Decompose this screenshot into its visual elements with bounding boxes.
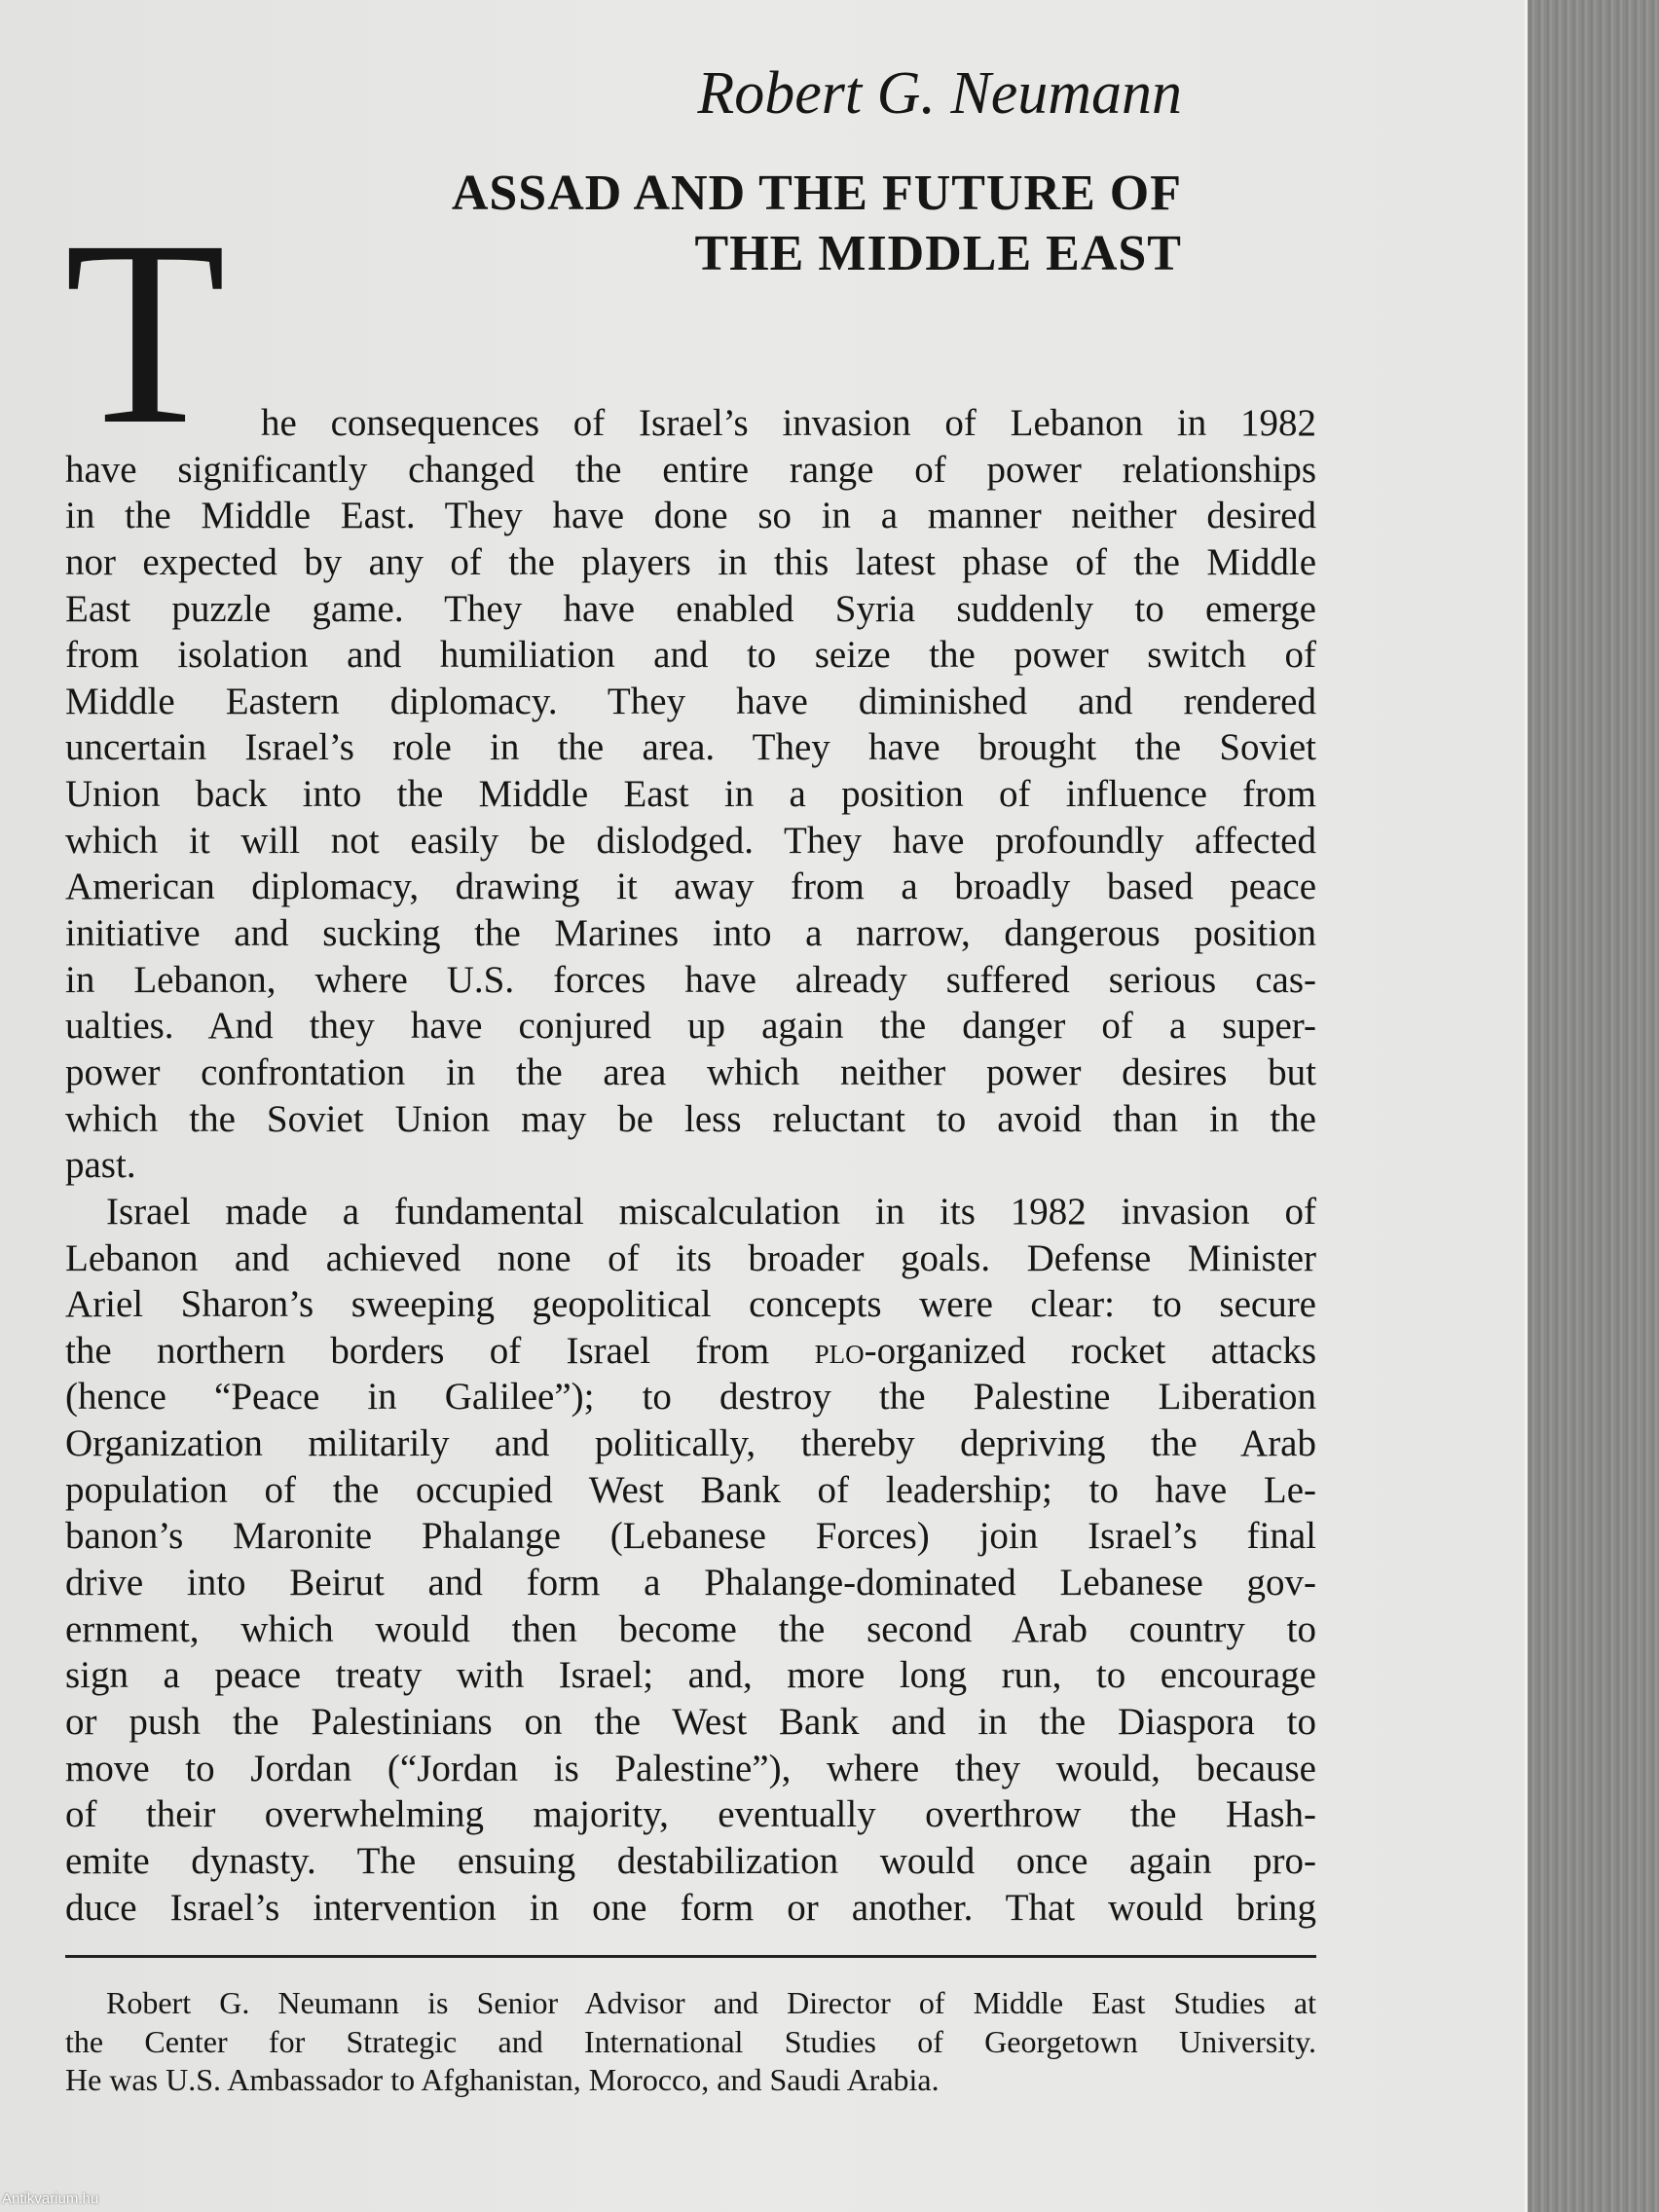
body-line: move to Jordan (“Jordan is Palestine”), where they would, because: [65, 1747, 1316, 1789]
watermark-logo: Antikvarium.hu: [2, 2191, 99, 2207]
body-text: the northern borders of Israel from: [65, 1329, 815, 1372]
body-line: he consequences of Israel’s invasion of Lebanon in 1982: [261, 402, 1316, 444]
body-line: of their overwhelming majority, eventually overthrow the Hash-: [65, 1793, 1316, 1836]
title-line: THE MIDDLE EAST: [694, 226, 1182, 281]
body-line: ernment, which would then become the second Arab country to: [65, 1607, 1316, 1650]
body-line: in Lebanon, where U.S. forces have already suffered serious cas-: [65, 958, 1316, 1001]
body-line: [65, 1328, 1316, 1375]
body-line: Israel made a fundamental miscalculation in its 1982 invasion of: [106, 1190, 1316, 1233]
body-line: American diplomacy, drawing it away from a broadly based peace: [65, 866, 1316, 908]
body-line: Union back into the Middle East in a position of influence from: [65, 773, 1316, 816]
body-line: in the Middle East. They have done so in a manner neither desired: [65, 495, 1316, 537]
body-text: -organized rocket attacks: [864, 1329, 1316, 1372]
body-line: which it will not easily be dislodged. They have profoundly affected: [65, 819, 1316, 862]
body-line: initiative and sucking the Marines into a narrow, dangerous position: [65, 912, 1316, 955]
footnote-divider: [65, 1955, 1316, 1958]
article-body: [65, 400, 1316, 1931]
body-line: nor expected by any of the players in this latest phase of the Middle: [65, 540, 1316, 583]
footnote-line: He was U.S. Ambassador to Afghanistan, Morocco, and Saudi Arabia.: [65, 2062, 940, 2097]
drop-cap: T: [64, 186, 227, 479]
author-name: Robert G. Neumann: [697, 60, 1182, 127]
body-line: or push the Palestinians on the West Bank and in the Diaspora to: [65, 1700, 1316, 1743]
article-title: [452, 164, 1182, 284]
body-line: banon’s Maronite Phalange (Lebanese Forces) join Israel’s final: [65, 1515, 1316, 1558]
body-line: Middle Eastern diplomacy. They have diminished and rendered: [65, 680, 1316, 722]
background-surface: [1525, 0, 1659, 2212]
body-line: (hence “Peace in Galilee”); to destroy the Palestine Liberation: [65, 1376, 1316, 1419]
footnote-line: the Center for Strategic and International Studies of Georgetown University.: [65, 2023, 1316, 2059]
body-line: East puzzle game. They have enabled Syria suddenly to emerge: [65, 587, 1316, 630]
body-line: past.: [65, 1144, 136, 1187]
body-line: drive into Beirut and form a Phalange-dominated Lebanese gov-: [65, 1562, 1316, 1604]
body-line: ualties. And they have conjured up again the danger of a super-: [65, 1005, 1316, 1048]
body-line: duce Israel’s intervention in one form or another. That would bring: [65, 1886, 1316, 1929]
acronym-plo: plo: [814, 1329, 865, 1372]
body-line: Lebanon and achieved none of its broader goals. Defense Minister: [65, 1236, 1316, 1279]
body-line: sign a peace treaty with Israel; and, more long run, to encourage: [65, 1654, 1316, 1697]
body-line: from isolation and humiliation and to seize the power switch of: [65, 634, 1316, 677]
body-line: Ariel Sharon’s sweeping geopolitical concepts were clear: to secure: [65, 1283, 1316, 1326]
body-line: population of the occupied West Bank of leadership; to have Le-: [65, 1468, 1316, 1511]
footnote-line: Robert G. Neumann is Senior Advisor and Director of Middle East Studies at: [106, 1985, 1316, 2020]
body-line: emite dynasty. The ensuing destabilization would once again pro-: [65, 1839, 1316, 1882]
body-line: which the Soviet Union may be less reluctant to avoid than in the: [65, 1097, 1316, 1140]
author-footnote: [65, 1984, 1316, 2100]
body-line: power confrontation in the area which neither power desires but: [65, 1051, 1316, 1093]
body-line: have significantly changed the entire range of power relationships: [65, 448, 1316, 491]
body-line: uncertain Israel’s role in the area. They have brought the Soviet: [65, 726, 1316, 769]
body-line: Organization militarily and politically, thereby depriving the Arab: [65, 1422, 1316, 1465]
title-line: ASSAD AND THE FUTURE OF: [451, 166, 1182, 221]
